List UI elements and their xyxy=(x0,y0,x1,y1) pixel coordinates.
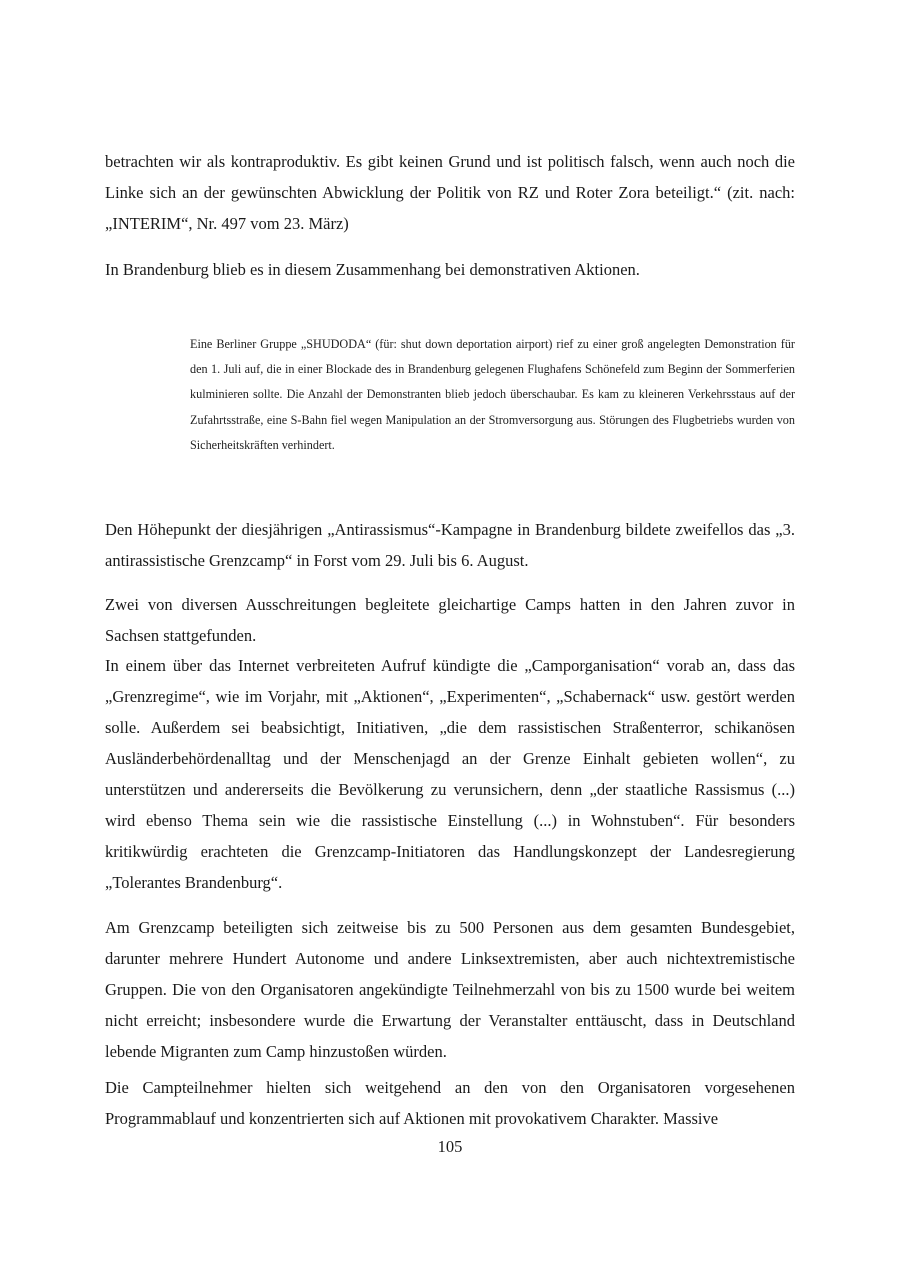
paragraph-participants: Am Grenzcamp beteiligten sich zeitweise bis zu 500 Personen aus dem gesamten Bundesgebiet, darunter mehrere Hundert Autonome und andere Linksextremisten, aber auch nichtextremistische Gruppen. Die von den Organisatoren angekündigte Teilnehmerzahl von bis zu 1500 wurde bei weitem nicht erreicht; insbesondere wurde die Erwartung der Veranstalter enttäuscht, dass in Deutschland lebende Migranten zum Camp hinzustoßen würden. xyxy=(105,918,795,1061)
paragraph-brandenburg-actions: In Brandenburg blieb es in diesem Zusammenhang bei demonstrativen Aktionen. xyxy=(105,260,640,279)
paragraph-camp-program: Die Campteilnehmer hielten sich weitgehend an den von den Organisatoren vorgesehenen Programmablauf und konzentrierten sich auf Aktionen mit provokativem Charakter. Massive xyxy=(105,1078,795,1128)
paragraph-grenzcamp-highlight: Den Höhepunkt der diesjährigen „Antirassismus“-Kampagne in Brandenburg bildete zweifellos das „3. antirassistische Grenzcamp“ in Forst vom 29. Juli bis 6. August. xyxy=(105,520,795,570)
indented-quote-shudoda: Eine Berliner Gruppe „SHUDODA“ (für: shut down deportation airport) rief zu einer groß angelegten Demonstration für den 1. Juli auf, die in einer Blockade des in Brandenburg gelegenen Flughafens Schönefeld zum Beginn der Sommerferien kulminieren sollte. Die Anzahl der Demonstranten blieb jedoch überschaubar. Es kam zu kleineren Verkehrsstaus auf der Zufahrtsstraße, eine S-Bahn fiel wegen Manipulation an der Stromversorgung aus. Störungen des Flugbetriebs wurden von Sicherheitskräften verhindert. xyxy=(190,337,795,452)
paragraph-saxony-camps: Zwei von diversen Ausschreitungen begleitete gleichartige Camps hatten in den Jahren zuvor in Sachsen stattgefunden. xyxy=(105,595,795,645)
paragraph-internet-call: In einem über das Internet verbreiteten Aufruf kündigte die „Camporganisation“ vorab an, dass das „Grenzregime“, wie im Vorjahr, mit „Aktionen“, „Experimenten“, „Schabernack“ usw. gestört werden solle. Außerdem sei beabsichtigt, Initiativen, „die dem rassistischen Straßenterror, schikanösen Ausländerbehördenalltag und der Menschenjagd an der Grenze Einhalt gebieten wollen“, zu unterstützen und andererseits die Bevölkerung zu verunsichern, denn „der staatliche Rassismus (...) wird ebenso Thema sein wie die rassistische Einstellung (...) in Wohnstuben“. Für besonders kritikwürdig erachteten die Grenzcamp-Initiatoren das Handlungskonzept der Landesregierung „Tolerantes Brandenburg“. xyxy=(105,656,795,892)
page-number: 105 xyxy=(437,1137,463,1156)
paragraph-continuation: betrachten wir als kontraproduktiv. Es gibt keinen Grund und ist politisch falsch, wenn auch noch die Linke sich an der gewünschten Abwicklung der Politik von RZ und Roter Zora beteiligt.“ (zit. nach: „INTERIM“, Nr. 497 vom 23. März) xyxy=(105,152,795,233)
